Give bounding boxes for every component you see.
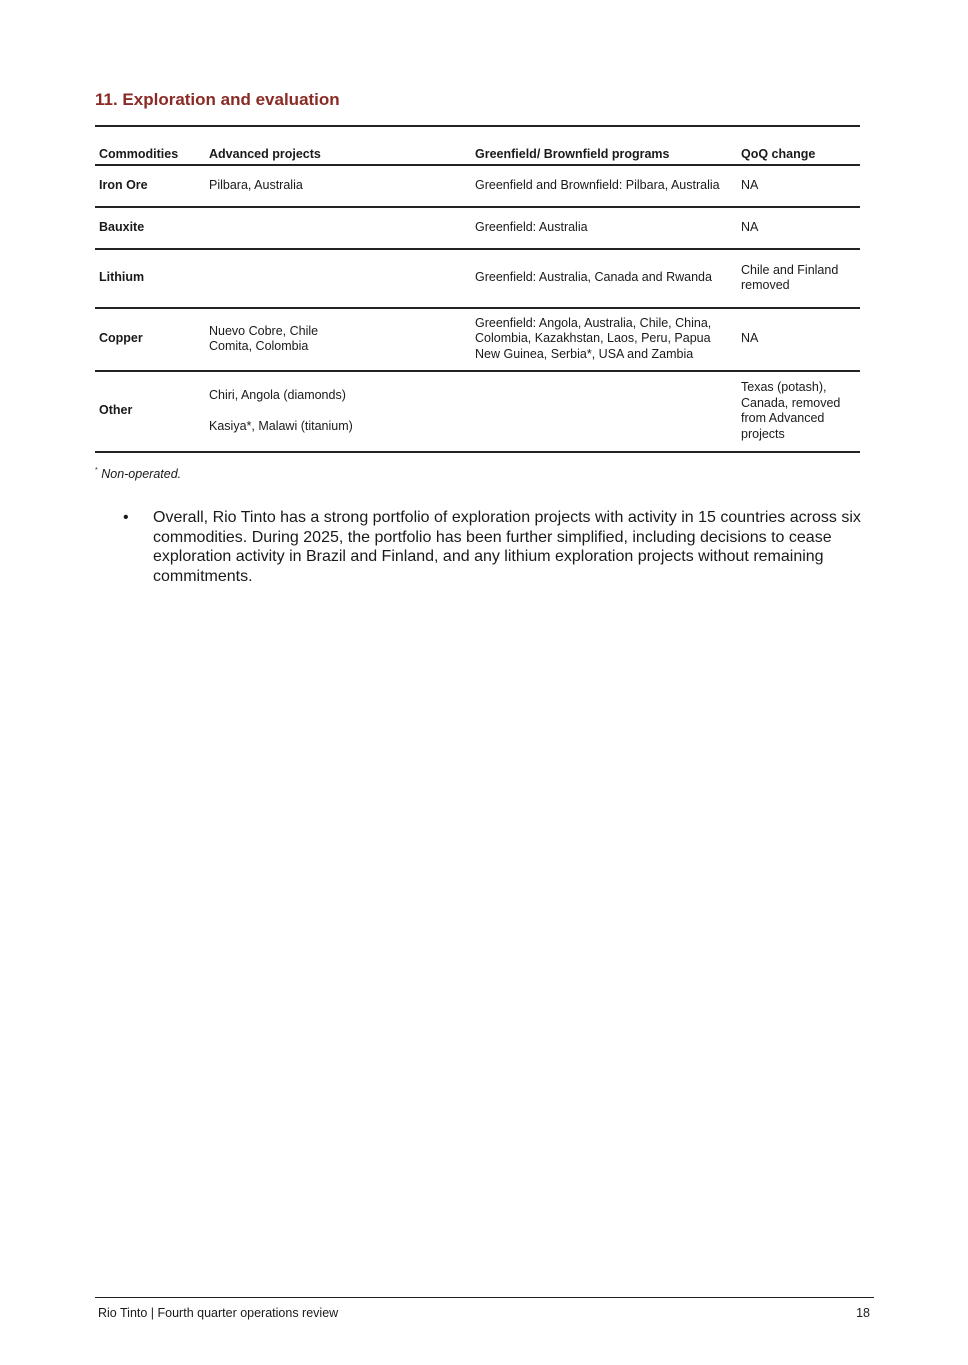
advanced-cell	[205, 207, 471, 249]
footnote-marker: *	[95, 467, 98, 474]
advanced-cell: Chiri, Angola (diamonds) Kasiya*, Malawi (titanium)	[205, 371, 471, 452]
header-qoq-change: QoQ change	[737, 126, 860, 165]
advanced-cell: Nuevo Cobre, Chile Comita, Colombia	[205, 308, 471, 371]
header-programs: Greenfield/ Brownfield programs	[471, 126, 737, 165]
programs-cell: Greenfield: Australia	[471, 207, 737, 249]
qoq-cell: NA	[737, 308, 860, 371]
commodity-cell: Other	[95, 371, 205, 452]
bullet-marker: •	[123, 509, 129, 526]
programs-cell	[471, 371, 737, 452]
table-row	[95, 371, 860, 452]
commodity-cell: Copper	[95, 308, 205, 371]
footnote-text: Non-operated.	[101, 467, 182, 481]
commodity-cell: Bauxite	[95, 207, 205, 249]
programs-cell: Greenfield: Angola, Australia, Chile, China, Colombia, Kazakhstan, Laos, Peru, Papua New Guinea, Serbia*, USA and Zambia	[471, 308, 737, 371]
commodity-cell: Lithium	[95, 249, 205, 308]
footer-divider	[95, 1297, 874, 1298]
page-title: 11. Exploration and evaluation	[95, 90, 340, 109]
footnote	[95, 467, 181, 481]
exploration-table	[95, 125, 860, 453]
table-header-row	[95, 126, 860, 165]
bullet-text: Overall, Rio Tinto has a strong portfolio of exploration projects with activity in 15 countries across six commodities. During 2025, the portfolio has been further simplified, including decisions to cease exploration activity in Brazil and Finland, and any lithium exploration projects without remaining commitments.	[153, 509, 861, 585]
advanced-cell: Pilbara, Australia	[205, 165, 471, 207]
table-row	[95, 249, 860, 308]
qoq-cell: Chile and Finland removed	[737, 249, 860, 308]
advanced-cell	[205, 249, 471, 308]
qoq-cell: Texas (potash), Canada, removed from Advanced projects	[737, 371, 860, 452]
table-row	[95, 165, 860, 207]
header-advanced-projects: Advanced projects	[205, 126, 471, 165]
programs-cell: Greenfield and Brownfield: Pilbara, Australia	[471, 165, 737, 207]
footer-title: Rio Tinto | Fourth quarter operations review	[98, 1306, 339, 1320]
programs-cell: Greenfield: Australia, Canada and Rwanda	[471, 249, 737, 308]
qoq-cell: NA	[737, 207, 860, 249]
bullet-item	[123, 508, 873, 586]
table-row	[95, 308, 860, 371]
table-row	[95, 207, 860, 249]
qoq-cell: NA	[737, 165, 860, 207]
page-number: 18	[856, 1306, 870, 1320]
header-commodities: Commodities	[95, 126, 205, 165]
commodity-cell: Iron Ore	[95, 165, 205, 207]
